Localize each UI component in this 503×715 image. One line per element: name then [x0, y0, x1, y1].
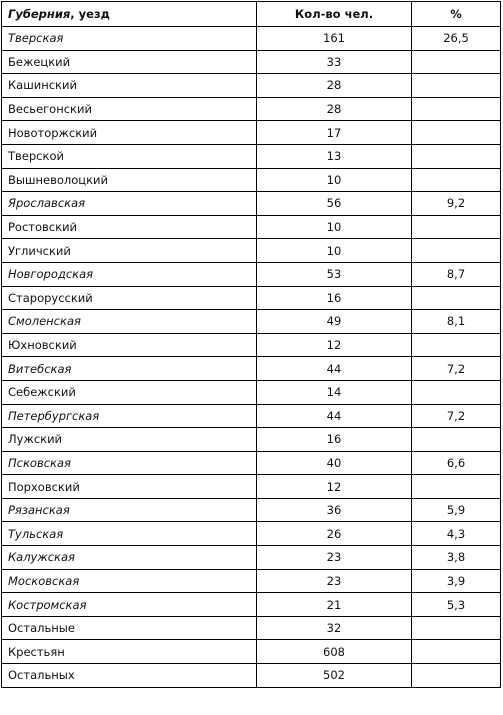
row-name-cell: Новоторжский [2, 121, 257, 145]
row-name-cell: Ярославская [2, 192, 257, 216]
table-row [2, 333, 501, 357]
row-percent-cell [412, 616, 501, 640]
row-count-cell: 33 [257, 50, 412, 74]
row-name-cell: Бежецкий [2, 50, 257, 74]
row-count-cell: 21 [257, 593, 412, 617]
row-name-cell: Витебская [2, 357, 257, 381]
row-name-cell: Старорусский [2, 286, 257, 310]
row-percent-cell [412, 239, 501, 263]
row-count-cell: 49 [257, 310, 412, 334]
row-count-cell: 26 [257, 522, 412, 546]
row-percent-cell: 8,1 [412, 310, 501, 334]
row-count-cell: 28 [257, 97, 412, 121]
row-name-cell: Псковская [2, 451, 257, 475]
row-count-cell: 608 [257, 640, 412, 664]
row-percent-cell: 26,5 [412, 27, 501, 51]
header-gubernia-uezd [2, 2, 257, 27]
row-name-cell: Весьегонский [2, 97, 257, 121]
row-percent-cell: 4,3 [412, 522, 501, 546]
row-count-cell: 10 [257, 215, 412, 239]
row-percent-cell: 3,8 [412, 546, 501, 570]
row-count-cell: 17 [257, 121, 412, 145]
row-count-cell: 161 [257, 27, 412, 51]
table-row [2, 616, 501, 640]
row-name-cell: Рязанская [2, 498, 257, 522]
row-percent-cell [412, 97, 501, 121]
row-percent-cell [412, 380, 501, 404]
row-name-cell: Вышневолоцкий [2, 168, 257, 192]
table-row [2, 121, 501, 145]
row-count-cell: 23 [257, 546, 412, 570]
row-name-cell: Ростовский [2, 215, 257, 239]
row-name-cell: Петербургская [2, 404, 257, 428]
row-percent-cell: 9,2 [412, 192, 501, 216]
table-row [2, 262, 501, 286]
row-count-cell: 13 [257, 144, 412, 168]
row-count-cell: 10 [257, 168, 412, 192]
table-row [2, 239, 501, 263]
row-percent-cell: 6,6 [412, 451, 501, 475]
table-row [2, 380, 501, 404]
population-table [1, 1, 501, 688]
row-percent-cell: 8,7 [412, 262, 501, 286]
row-name-cell: Смоленская [2, 310, 257, 334]
table-row [2, 97, 501, 121]
table-row [2, 664, 501, 688]
row-percent-cell [412, 640, 501, 664]
row-count-cell: 16 [257, 428, 412, 452]
table-row [2, 498, 501, 522]
table-row [2, 404, 501, 428]
row-count-cell: 12 [257, 475, 412, 499]
row-name-cell: Крестьян [2, 640, 257, 664]
row-count-cell: 53 [257, 262, 412, 286]
table-row [2, 50, 501, 74]
table-row [2, 546, 501, 570]
row-name-cell: Юхновский [2, 333, 257, 357]
table-row [2, 27, 501, 51]
row-name-cell: Остальных [2, 664, 257, 688]
table-header-row [2, 2, 501, 27]
row-percent-cell [412, 428, 501, 452]
row-count-cell: 10 [257, 239, 412, 263]
table-row [2, 522, 501, 546]
row-name-cell: Тульская [2, 522, 257, 546]
table-row [2, 192, 501, 216]
table-row [2, 593, 501, 617]
row-name-cell: Калужская [2, 546, 257, 570]
row-percent-cell [412, 286, 501, 310]
header-gubernia: Губерния [8, 7, 71, 21]
table-row [2, 310, 501, 334]
header-uezd: , уезд [70, 7, 110, 21]
header-percent: % [412, 2, 501, 27]
row-name-cell: Новгородская [2, 262, 257, 286]
row-count-cell: 14 [257, 380, 412, 404]
table-row [2, 74, 501, 98]
table-row [2, 144, 501, 168]
row-percent-cell [412, 74, 501, 98]
table-row [2, 215, 501, 239]
row-name-cell: Порховский [2, 475, 257, 499]
row-count-cell: 32 [257, 616, 412, 640]
row-percent-cell [412, 168, 501, 192]
table-row [2, 357, 501, 381]
row-count-cell: 16 [257, 286, 412, 310]
row-name-cell: Лужский [2, 428, 257, 452]
row-percent-cell [412, 475, 501, 499]
row-percent-cell [412, 121, 501, 145]
row-count-cell: 12 [257, 333, 412, 357]
row-count-cell: 28 [257, 74, 412, 98]
table-row [2, 451, 501, 475]
row-name-cell: Себежский [2, 380, 257, 404]
row-percent-cell: 5,3 [412, 593, 501, 617]
row-percent-cell [412, 333, 501, 357]
row-count-cell: 44 [257, 357, 412, 381]
table-body [2, 27, 501, 688]
row-percent-cell [412, 50, 501, 74]
row-percent-cell: 7,2 [412, 357, 501, 381]
row-count-cell: 56 [257, 192, 412, 216]
row-percent-cell [412, 664, 501, 688]
row-count-cell: 502 [257, 664, 412, 688]
row-count-cell: 36 [257, 498, 412, 522]
row-name-cell: Костромская [2, 593, 257, 617]
table-row [2, 475, 501, 499]
row-name-cell: Московская [2, 569, 257, 593]
table-row [2, 168, 501, 192]
table-row [2, 569, 501, 593]
row-name-cell: Остальные [2, 616, 257, 640]
row-name-cell: Тверская [2, 27, 257, 51]
row-count-cell: 23 [257, 569, 412, 593]
row-percent-cell: 5,9 [412, 498, 501, 522]
header-count: Кол-во чел. [257, 2, 412, 27]
row-name-cell: Тверской [2, 144, 257, 168]
row-percent-cell [412, 215, 501, 239]
table-row [2, 428, 501, 452]
table-row [2, 286, 501, 310]
row-count-cell: 44 [257, 404, 412, 428]
row-percent-cell [412, 144, 501, 168]
table-row [2, 640, 501, 664]
row-percent-cell: 7,2 [412, 404, 501, 428]
row-name-cell: Кашинский [2, 74, 257, 98]
row-percent-cell: 3,9 [412, 569, 501, 593]
row-count-cell: 40 [257, 451, 412, 475]
row-name-cell: Угличский [2, 239, 257, 263]
